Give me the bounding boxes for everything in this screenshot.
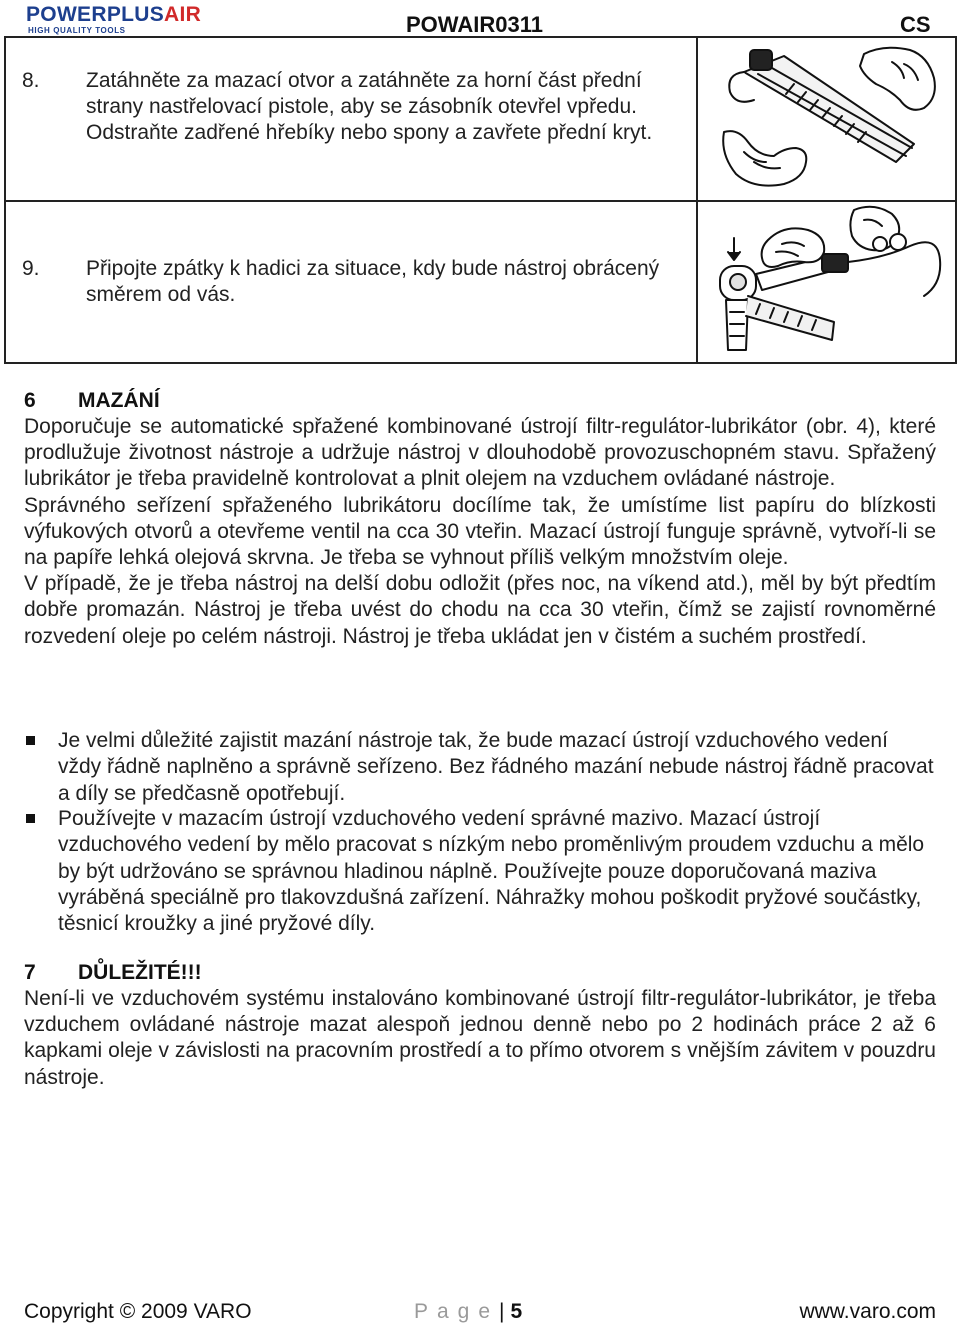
section-7-heading (24, 960, 202, 986)
language-code: CS (900, 12, 931, 37)
bullet-text: Je velmi důležité zajistit mazání nástroje tak, že bude mazací ústrojí vzduchového vedení vždy řádně naplněno a správně seřízeno. Bez řádného mazání nebude nástroj řádně pracovat a díly se předčasně opotřebují. (58, 729, 934, 805)
step-8 (22, 68, 702, 178)
bullet-square-icon (26, 814, 35, 823)
section-6-heading (24, 388, 160, 414)
step-text: Zatáhněte za mazací otvor a zatáhněte za horní část přední strany nastřelovací pistole, aby se zásobník otevřel vpředu. Odstraňte zadřené hřebíky nebo spony a zavřete přední kryt. (86, 69, 653, 144)
nailer-open-front-cover-illustration (714, 44, 950, 194)
step-9 (22, 256, 702, 316)
step-number: 8. (22, 69, 40, 92)
page-indicator (414, 1299, 522, 1325)
section-7-body (24, 986, 936, 1091)
section-title: MAZÁNÍ (78, 389, 160, 412)
bullet-list-item (24, 728, 936, 807)
page-number: 5 (510, 1300, 523, 1323)
bullet-square-icon (26, 736, 35, 745)
page-separator: | (499, 1300, 505, 1323)
bullet-text: Používejte v mazacím ústrojí vzduchového vedení správné mazivo. Mazací ústrojí vzduchového vedení by mělo pracovat s nízkým nebo proměnlivým proudem vzduchu a mělo by být udržováno se správnou hladinou náplně. Používejte pouze doporučovaná maziva vyráběná speciálně pro tlakovzdušná zařízení. Náhražky mohou poškodit pryžové součástky, těsnicí kroužky a jiné pryžové díly. (58, 807, 925, 936)
paragraph: Doporučuje se automatické spřažené kombinované ústrojí filtr-regulátor-lubrikátor (obr. 4), které prodlužuje životnost nástroje a udržuje nástroj v dlouhodobě provozuschopném stavu. Spřažený lubrikátor je třeba pravidelně kontrolovat a plnit olejem na vzduchem ovládané nástroje. (24, 415, 936, 491)
paragraph: Není-li ve vzduchovém systému instalováno kombinované ústrojí filtr-regulátor-lubrikátor, je třeba vzduchem ovládané nástroje mazat alespoň jednou denně nebo po 2 hodinách práce 2 až 6 kapkami oleje v závislosti na pracovním prostředí a to přímo otvorem s vnějším závitem v pouzdru nástroje. (24, 987, 936, 1089)
page-label: Page (414, 1300, 500, 1323)
section-number: 6 (24, 389, 36, 412)
paragraph: Správného seřízení spřaženého lubrikátoru docílíme tak, že umístíme list papíru do blízkosti výfukových otvorů a otevřeme ventil na cca 30 vteřin. Mazací ústrojí funguje správně, vytvoří-li se na papíře lehká olejová skrvna. Je třeba se vyhnout příliš velkým množstvím oleje. (24, 493, 936, 570)
section-6-body (24, 414, 936, 650)
website-link[interactable]: www.varo.com (799, 1300, 936, 1323)
paragraph: V případě, že je třeba nástroj na delší dobu odložit (přes noc, na víkend atd.), měl by být předtím dobře promazán. Nástroj je třeba uvést do chodu na cca 30 vteřin, čímž se zajistí rovnoměrné rozvedení oleje po celém nástroji. Nástroj je třeba ukládat jen v čistém a suchém prostředí. (24, 572, 936, 648)
section-number: 7 (24, 961, 36, 984)
bullet-list-item (24, 806, 936, 937)
brand-tagline: HIGH QUALITY TOOLS (28, 26, 126, 35)
step-number: 9. (22, 257, 40, 280)
brand-name: POWERPLUSAIR (26, 3, 202, 26)
section-title: DŮLEŽITÉ!!! (78, 961, 202, 984)
step-text: Připojte zpátky k hadici za situace, kdy bude nástroj obrácený směrem od vás. (86, 257, 660, 306)
page-footer (24, 1299, 936, 1327)
model-code: POWAIR0311 (406, 12, 543, 37)
nailer-reconnect-hose-illustration (704, 200, 952, 360)
brand-logo (26, 4, 226, 38)
copyright-text: Copyright © 2009 VARO (24, 1300, 252, 1323)
